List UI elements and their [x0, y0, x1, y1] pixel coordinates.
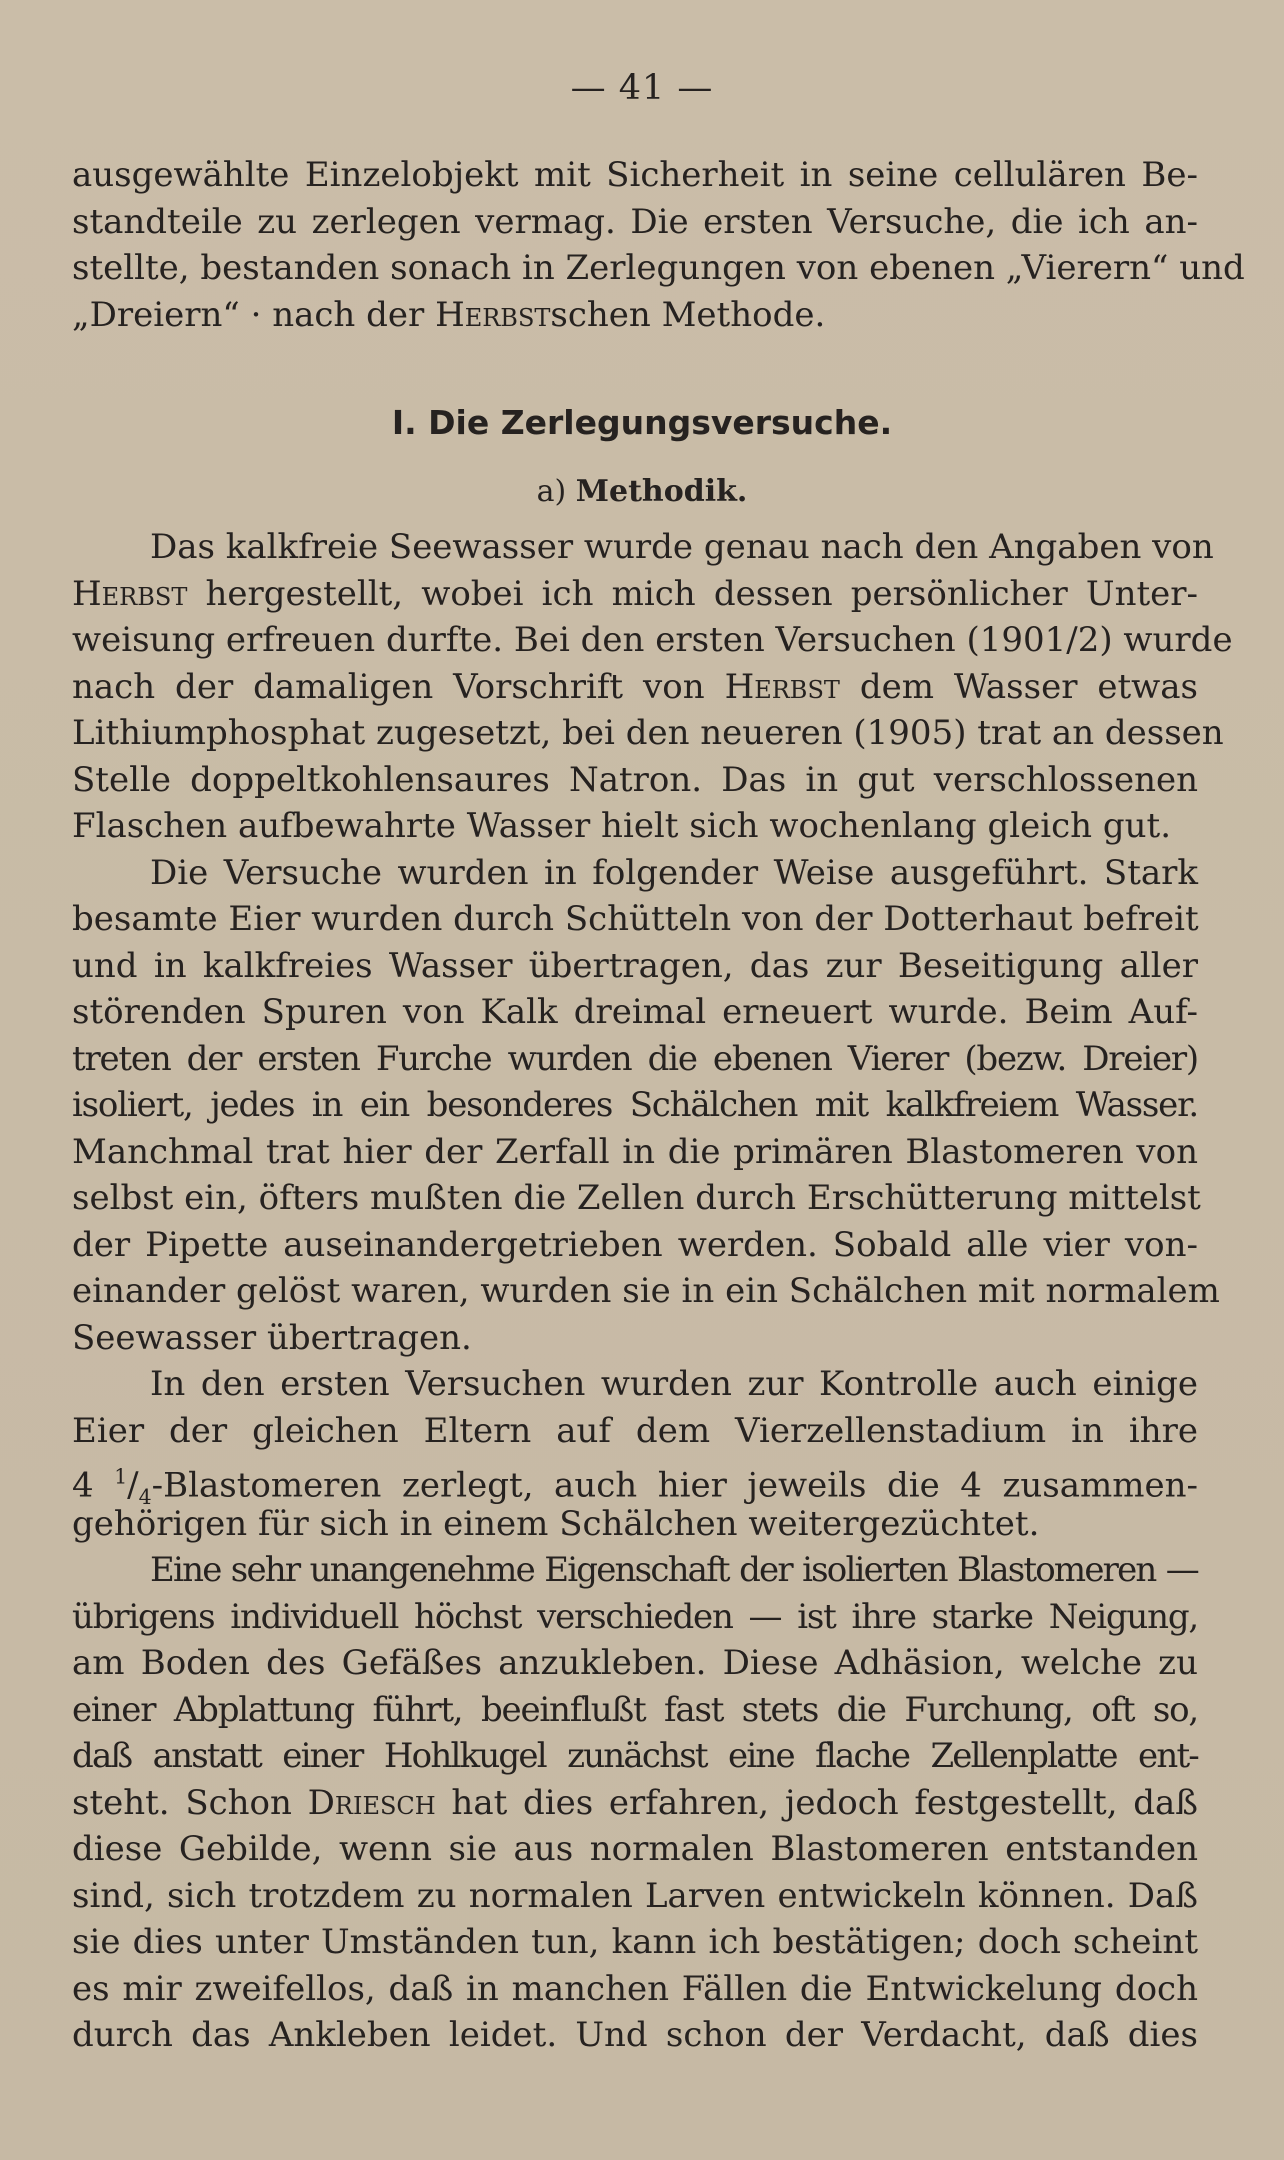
- text-line: durch das Ankleben leidet. Und schon der Verdacht, daß dies: [72, 2015, 1198, 2055]
- text-line: sind, sich trotzdem zu normalen Larven entwickeln können. Daß: [72, 1875, 1198, 1916]
- author-name: Herbst: [724, 666, 840, 707]
- text-line: und in kalkfreies Wasser übertragen, das zur Beseitigung aller: [72, 945, 1198, 986]
- text-run: dem Wasser etwas: [839, 666, 1198, 707]
- author-name: Herbst: [72, 573, 188, 614]
- text-line: isoliert, jedes in ein besonderes Schälchen mit kalkfreiem Wasser.: [72, 1085, 1198, 1125]
- text-line: diese Gebilde, wenn sie aus normalen Blastomeren entstanden: [72, 1829, 1198, 1869]
- text-run: 4: [72, 1465, 94, 1506]
- text-line: Seewasser übertragen.: [72, 1317, 472, 1358]
- text-line: selbst ein, öfters mußten die Zellen durch Erschütterung mittelst: [72, 1178, 1201, 1218]
- author-name: Driesch: [307, 1782, 436, 1823]
- text-line: gehörigen für sich in einem Schälchen weitergezüchtet.: [72, 1503, 1040, 1544]
- subsection-heading: [0, 469, 1284, 515]
- text-line: Die Versuche wurden in folgender Weise ausgeführt. Stark: [150, 852, 1198, 893]
- text-line: Flaschen aufbewahrte Wasser hielt sich wochenlang gleich gut.: [72, 806, 1172, 846]
- section-heading: I. Die Zerlegungsversuche.: [391, 403, 893, 442]
- fraction: $^1/_4$: [114, 1465, 152, 1510]
- text-line: sie dies unter Umständen tun, kann ich bestätigen; doch scheint: [72, 1922, 1198, 1962]
- text-run: nach der damaligen Vorschrift von: [72, 666, 725, 707]
- text-line: der Pipette auseinandergetrieben werden. Sobald alle vier von-: [72, 1224, 1198, 1265]
- text-run: hergestellt, wobei ich mich dessen persönlicher Unter-: [187, 573, 1198, 614]
- text-line: Das kalkfreie Seewasser wurde genau nach den Angaben von: [150, 527, 1214, 567]
- text-run: hat dies erfahren, jedoch festgestellt, daß: [435, 1782, 1198, 1823]
- text-line: stellte, bestanden sonach in Zerlegungen von ebenen „Vierern“ und: [72, 248, 1245, 288]
- text-line: [72, 292, 1198, 339]
- text-line: [72, 1454, 1198, 1510]
- text-line: besamte Eier wurden durch Schütteln von der Dotterhaut befreit: [72, 899, 1199, 939]
- text-line: [72, 664, 1198, 711]
- text-line: Stelle doppeltkohlensaures Natron. Das in gut verschlossenen: [72, 759, 1198, 800]
- text-run: -Blastomeren zerlegt, auch hier jeweils die 4 zusammen-: [151, 1465, 1198, 1506]
- intro-paragraph: [72, 152, 1245, 338]
- author-name: Herbst: [435, 294, 551, 335]
- text-line: übrigens individuell höchst verschieden — ist ihre starke Neigung,: [72, 1596, 1198, 1637]
- text-line: Eine sehr unangenehme Eigenschaft der isolierten Blastomeren —: [150, 1550, 1198, 1590]
- text-line: einer Abplattung führt, beeinflußt fast stets die Furchung, oft so,: [72, 1689, 1198, 1730]
- text-line: es mir zweifellos, daß in manchen Fällen die Entwickelung doch: [72, 1968, 1198, 2009]
- text-run: „Dreiern“ · nach der: [72, 294, 436, 335]
- subsection-label: a): [536, 474, 576, 509]
- text-line: Manchmal trat hier der Zerfall in die primären Blastomeren von: [72, 1131, 1198, 1172]
- subsection-title: Methodik.: [575, 474, 748, 509]
- page-number: — 41 —: [570, 68, 714, 108]
- text-line: In den ersten Versuchen wurden zur Kontrolle auch einige: [150, 1364, 1198, 1404]
- text-run: steht. Schon: [72, 1782, 308, 1823]
- text-line: einander gelöst waren, wurden sie in ein Schälchen mit normalem: [72, 1271, 1220, 1311]
- fraction-numerator: 1: [114, 1465, 128, 1489]
- text-line: daß anstatt einer Hohlkugel zunächst eine flache Zellenplatte ent-: [72, 1736, 1198, 1776]
- text-line: ausgewählte Einzelobjekt mit Sicherheit in seine cellulären Be-: [72, 155, 1198, 195]
- body-text: [72, 524, 1233, 2059]
- text-line: [72, 571, 1198, 618]
- text-line: Lithiumphosphat zugesetzt, bei den neueren (1905) trat an dessen: [72, 713, 1224, 753]
- text-line: Eier der gleichen Eltern auf dem Vierzellenstadium in ihre: [72, 1410, 1198, 1451]
- text-run: schen Methode.: [550, 294, 826, 335]
- text-line: weisung erfreuen durfte. Bei den ersten Versuchen (1901/2) wurde: [72, 620, 1233, 660]
- text-line: treten der ersten Furche wurden die ebenen Vierer (bezw. Dreier): [72, 1038, 1198, 1079]
- text-line: standteile zu zerlegen vermag. Die ersten Versuche, die ich an-: [72, 201, 1198, 242]
- text-line: am Boden des Gefäßes anzukleben. Diese Adhäsion, welche zu: [72, 1643, 1198, 1683]
- text-line: [72, 1780, 1198, 1827]
- fraction-denominator: 4: [138, 1485, 152, 1510]
- text-line: störenden Spuren von Kalk dreimal erneuert wurde. Beim Auf-: [72, 992, 1198, 1032]
